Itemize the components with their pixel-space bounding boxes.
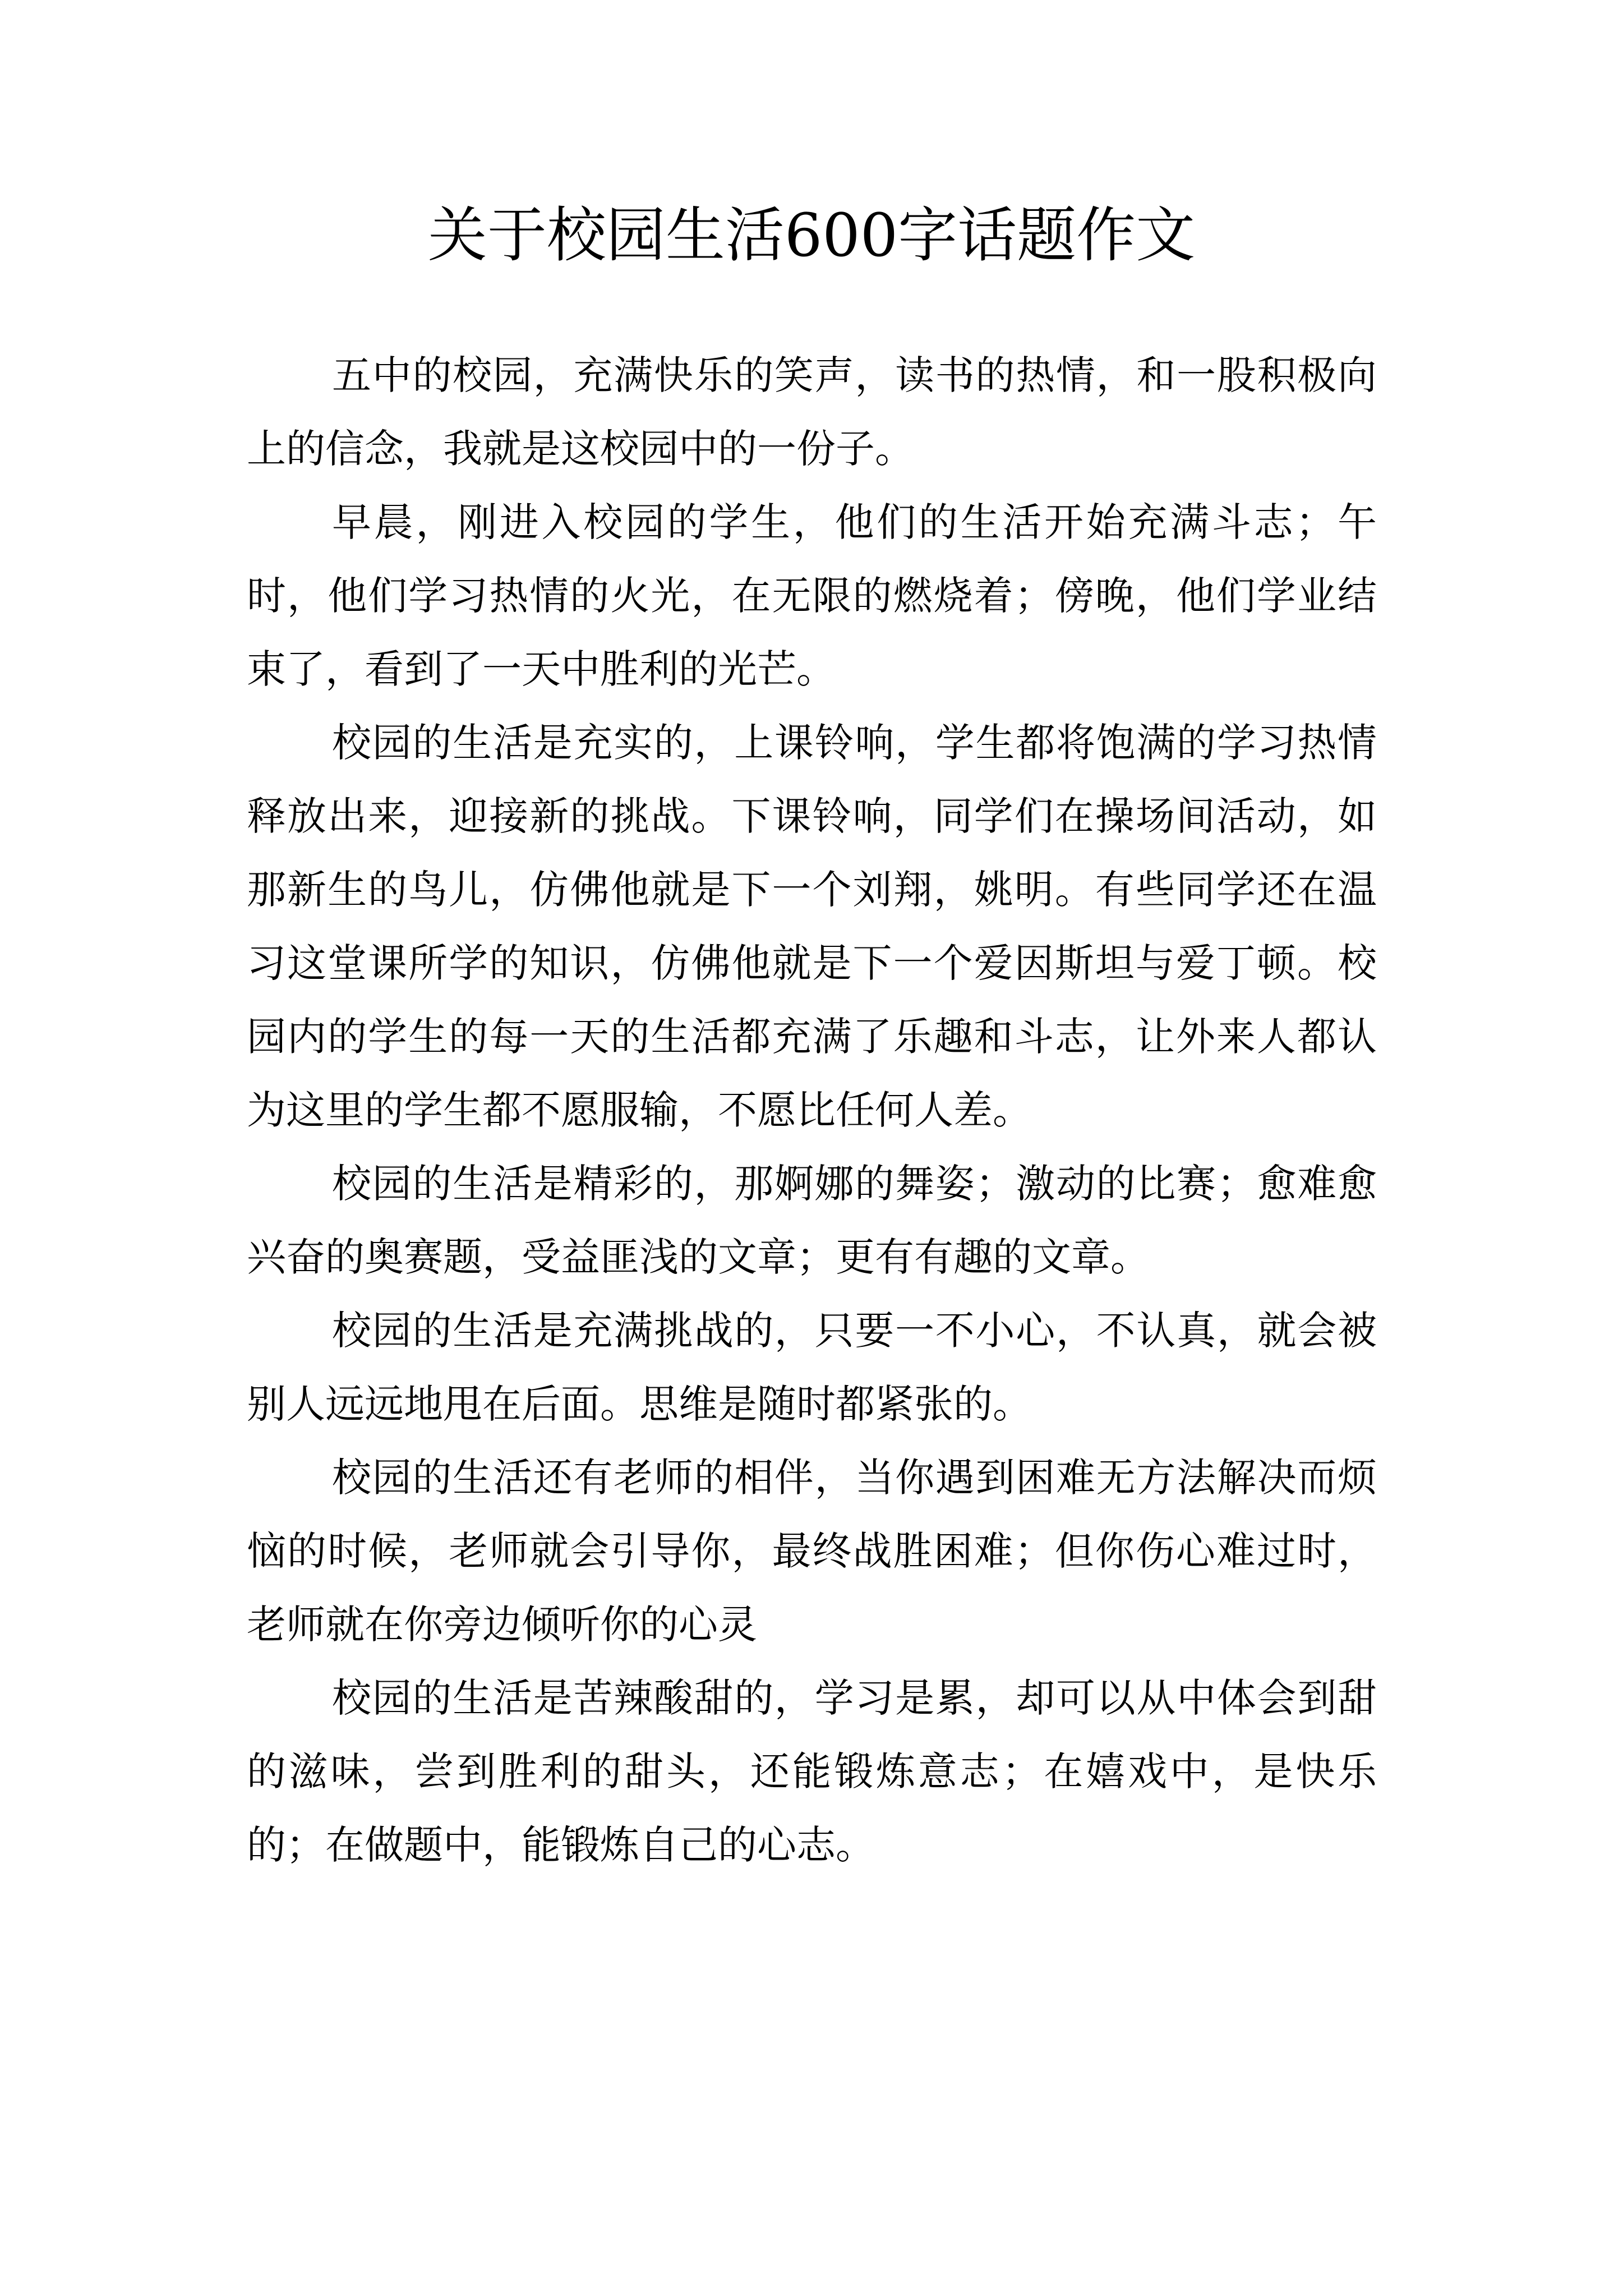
paragraph-6: 校园的生活还有老师的相伴，当你遇到困难无方法解决而烦恼的时候，老师就会引导你，最终战胜困难；但你伤心难过时，老师就在你旁边倾听你的心灵	[247, 1455, 1377, 1648]
paragraph-1: 五中的校园，充满快乐的笑声，读书的热情，和一股积极向上的信念，我就是这校园中的一份子。	[247, 352, 1377, 472]
paragraph-5: 校园的生活是充满挑战的，只要一不小心，不认真，就会被别人远远地甩在后面。思维是随时都紧张的。	[247, 1308, 1377, 1427]
paragraph-4: 校园的生活是精彩的，那婀娜的舞姿；激动的比赛；愈难愈兴奋的奥赛题，受益匪浅的文章；更有有趣的文章。	[247, 1161, 1377, 1280]
document-title: 关于校园生活600字话题作文	[427, 201, 1196, 270]
paragraph-2: 早晨，刚进入校园的学生，他们的生活开始充满斗志；午时，他们学习热情的火光，在无限的燃烧着；傍晚，他们学业结束了，看到了一天中胜利的光芒。	[247, 499, 1377, 692]
paragraph-7: 校园的生活是苦辣酸甜的，学习是累，却可以从中体会到甜的滋味，尝到胜利的甜头，还能锻炼意志；在嬉戏中，是快乐的；在做题中，能锻炼自己的心志。	[247, 1675, 1377, 1868]
paragraph-3: 校园的生活是充实的，上课铃响，学生都将饱满的学习热情释放出来，迎接新的挑战。下课铃响，同学们在操场间活动，如那新生的鸟儿，仿佛他就是下一个刘翔，姚明。有些同学还在温习这堂课所学的知识，仿佛他就是下一个爱因斯坦与爱丁顿。校园内的学生的每一天的生活都充满了乐趣和斗志，让外来人都认为这里的学生都不愿服输，不愿比任何人差。	[247, 720, 1377, 1133]
document-body	[247, 339, 1377, 1882]
